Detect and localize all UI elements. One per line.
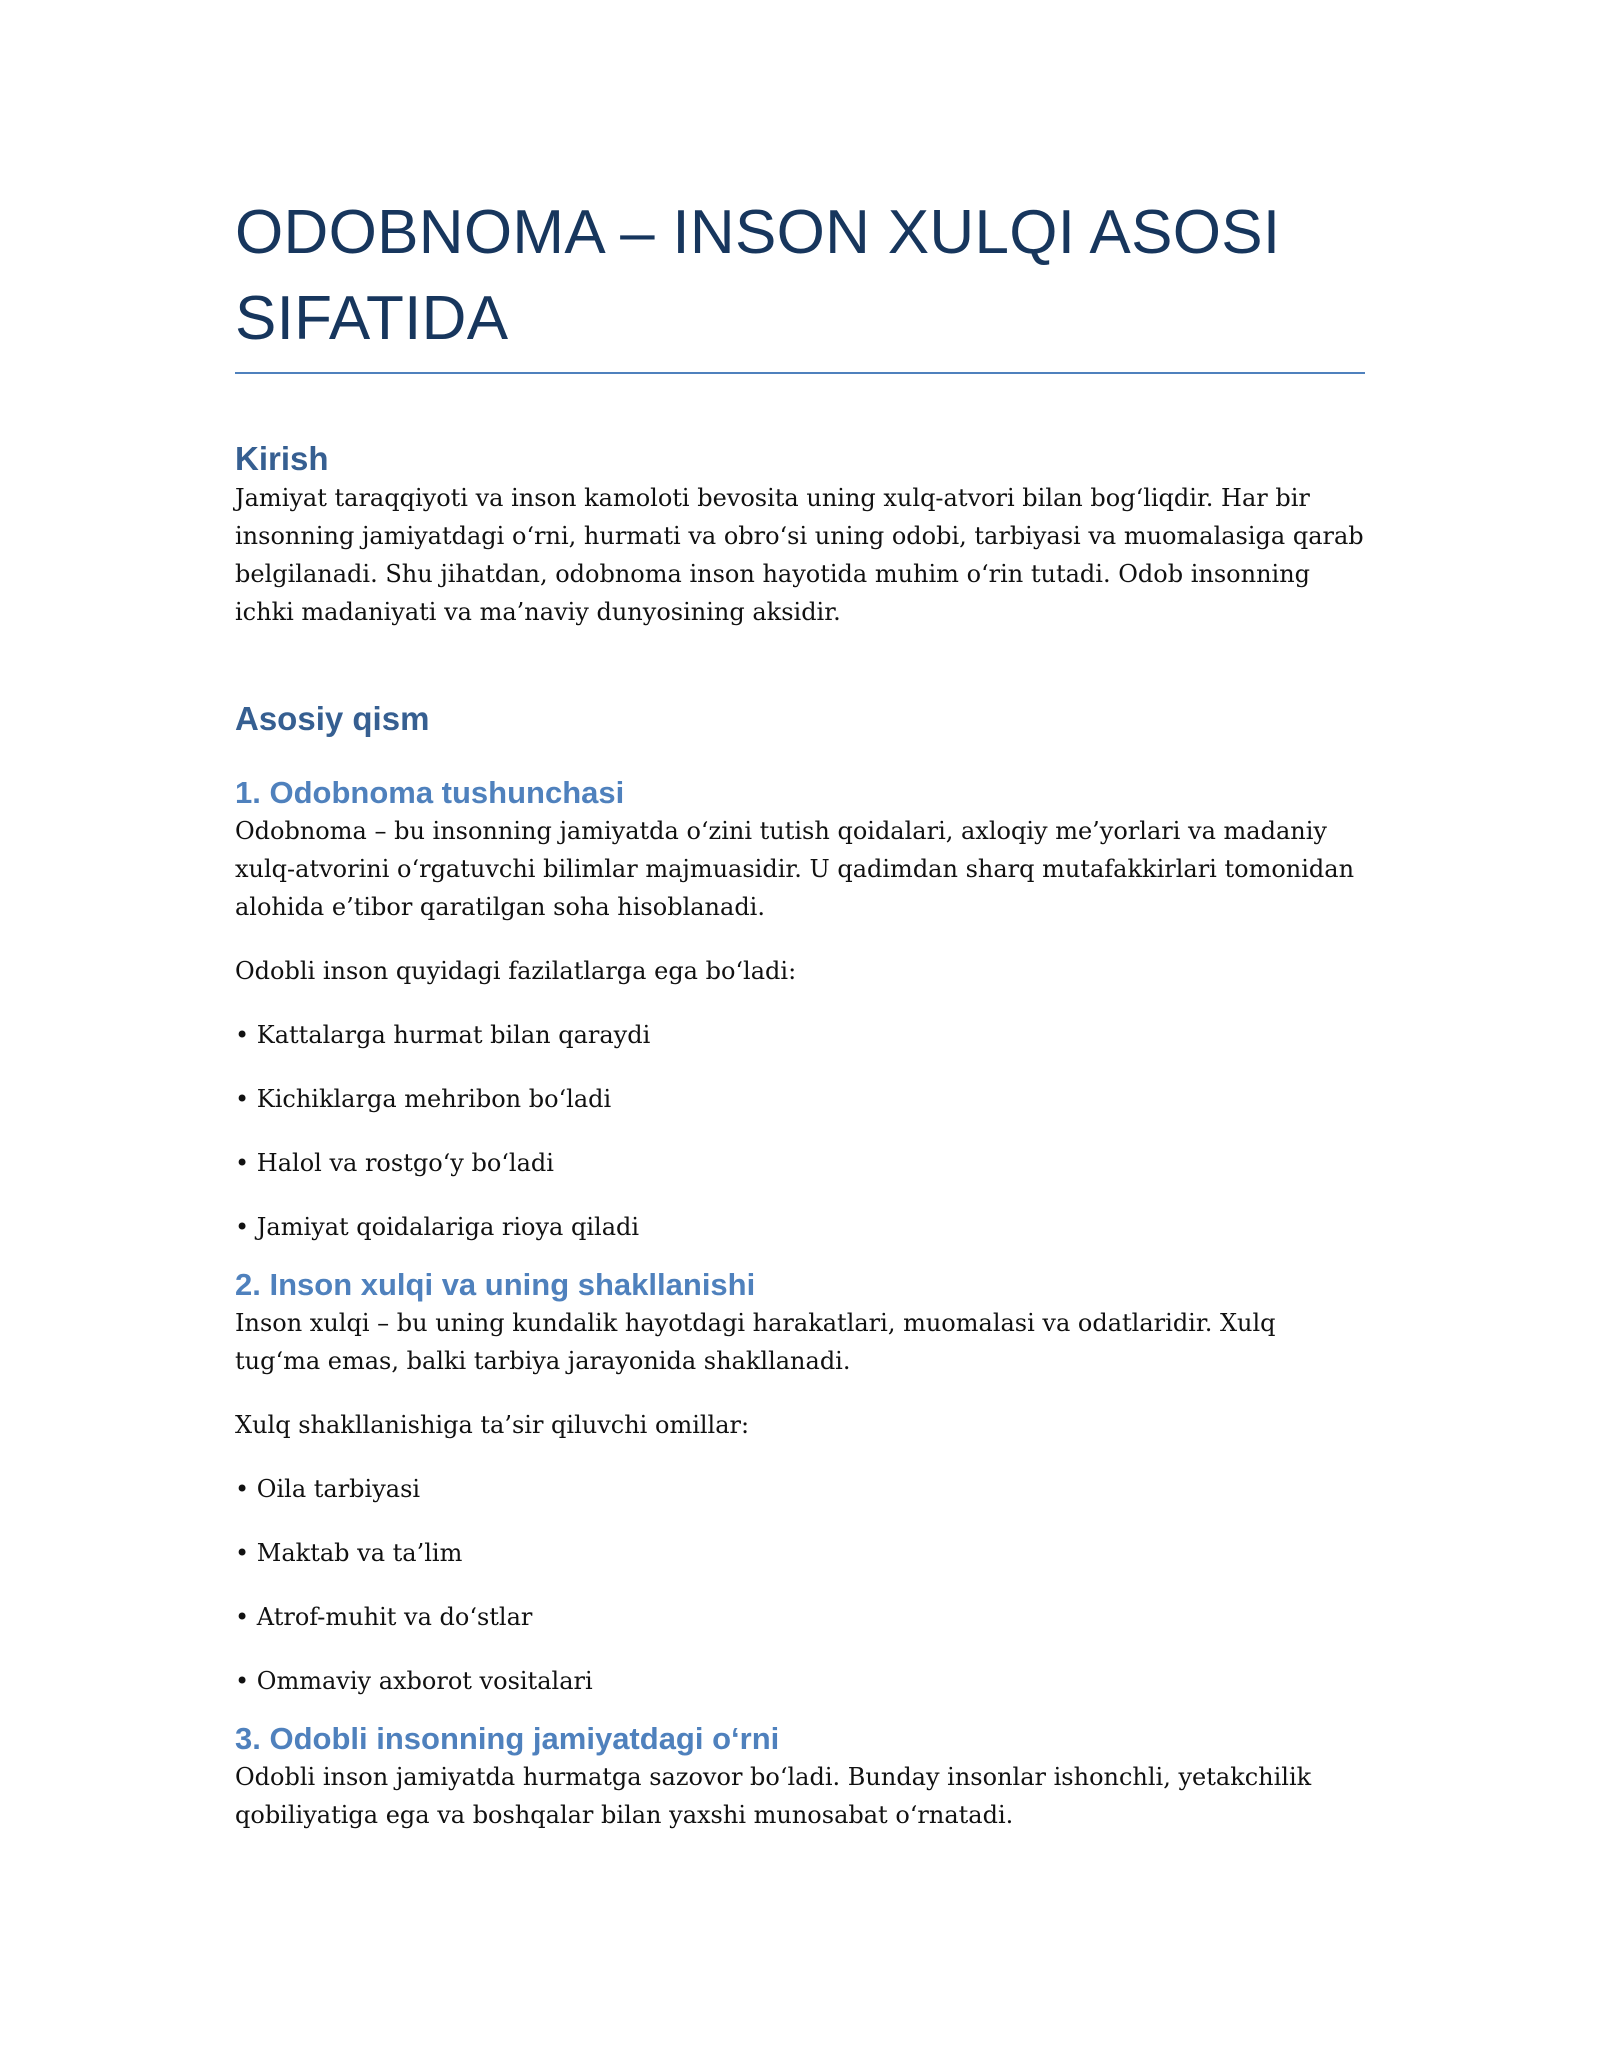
intro-paragraph: Jamiyat taraqqiyoti va inson kamoloti bevosita uning xulq-atvori bilan bog‘liqdir. Har bir insonning jamiyatdagi o‘rni, hurmati va obro‘si uning odobi, tarbiyasi va muomalasiga qarab belgilanadi. Shu jihatdan, odobnoma inson hayotida muhim o‘rin tutadi. Odob insonning ichki madaniyati va ma’naviy dunyosining aksidir. [235,484,1364,626]
document-page [235,190,1365,1834]
list-item: • Jamiyat qoidalariga rioya qiladi [235,1213,640,1241]
section-1-list-intro: Odobli inson quyidagi fazilatlarga ega bo‘ladi: [235,957,797,985]
list-item: • Kichiklarga mehribon bo‘ladi [235,1085,612,1113]
section-2-paragraph: Inson xulqi – bu uning kundalik hayotdagi harakatlari, muomalasi va odatlaridir. Xulq tug‘ma emas, balki tarbiya jarayonida shakllanadi. [235,1309,1276,1375]
list-item: • Kattalarga hurmat bilan qaraydi [235,1021,651,1049]
list-item: • Atrof-muhit va do‘stlar [235,1603,533,1631]
list-item: • Oila tarbiyasi [235,1475,421,1503]
list-item: • Maktab va ta’lim [235,1539,463,1567]
title-line-1: ODOBNOMA – INSON XULQI ASOSI [235,198,1281,267]
section-2-heading: 2. Inson xulqi va uning shakllanishi [235,1267,756,1302]
title-line-2: SIFATIDA [235,284,509,353]
section-3-heading: 3. Odobli insonning jamiyatdagi o‘rni [235,1721,780,1756]
section-2-list-intro: Xulq shakllanishiga ta’sir qiluvchi omillar: [235,1411,750,1439]
section-1-heading: 1. Odobnoma tushunchasi [235,775,625,810]
intro-heading: Kirish [235,440,329,477]
title-underline [235,372,1365,374]
section-3-paragraph: Odobli inson jamiyatda hurmatga sazovor bo‘ladi. Bunday insonlar ishonchli, yetakchilik qobiliyatiga ega va boshqalar bilan yaxshi munosabat o‘rnatadi. [235,1763,1312,1829]
section-1-paragraph: Odobnoma – bu insonning jamiyatda o‘zini tutish qoidalari, axloqiy me’yorlari va madaniy xulq-atvorini o‘rgatuvchi bilimlar majmuasidir. U qadimdan sharq mutafakkirlari tomonidan alohida e’tibor qaratilgan soha hisoblanadi. [235,817,1355,921]
list-item: • Ommaviy axborot vositalari [235,1667,593,1695]
main-heading: Asosiy qism [235,700,430,737]
list-item: • Halol va rostgo‘y bo‘ladi [235,1149,554,1177]
document-title [235,190,1365,362]
